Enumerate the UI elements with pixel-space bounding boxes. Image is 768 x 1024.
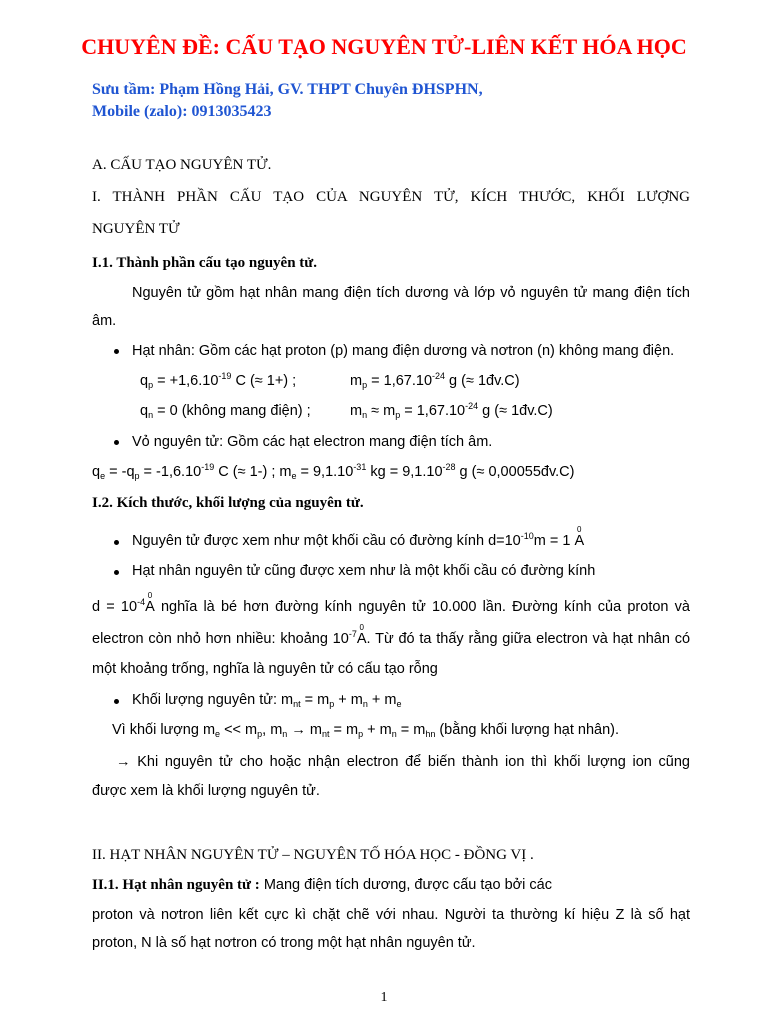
proton-charge	[140, 371, 297, 390]
subscript: p	[329, 699, 335, 709]
bullet-marker	[114, 699, 119, 704]
formula-text: Vì khối lượng m	[112, 722, 216, 738]
paragraph-6-line2: được xem là khối lượng nguyên tử.	[92, 783, 320, 799]
formula-text: g (≈ 1đv.C)	[478, 403, 553, 419]
subscript: p	[134, 471, 140, 481]
formula-text: nghĩa là bé hơn đường kính nguyên tử 10.000 lần. Đường kính của proton và	[154, 599, 691, 615]
formula-text: = 1,67.10	[400, 403, 466, 419]
paragraph-5	[112, 723, 619, 738]
formula-text: = +1,6.10	[153, 373, 219, 389]
angstrom-symbol	[356, 623, 367, 647]
formula-text: electron còn nhỏ hơn nhiều: khoảng 10	[92, 631, 349, 647]
formula-text: = 9,1.10	[296, 464, 354, 480]
paragraph-1-line1: Nguyên tử gồm hạt nhân mang điện tích dương và lớp vỏ nguyên tử mang điện tích	[132, 285, 690, 301]
subscript: p	[257, 729, 263, 739]
angstrom-symbol	[574, 525, 585, 549]
formula-text: d = 10	[92, 599, 138, 615]
angstrom-ring: 0	[359, 623, 364, 632]
electron-formula	[92, 462, 575, 481]
subscript: p	[362, 380, 368, 390]
mobile-line: Mobile (zalo): 0913035423	[92, 103, 272, 120]
subheading-i2: I.2. Kích thước, khối lượng của nguyên tử.	[92, 495, 364, 511]
formula-text: m	[350, 373, 363, 389]
subscript: n	[391, 729, 397, 739]
angstrom-letter: A	[356, 631, 367, 647]
formula-text: , m	[262, 722, 283, 738]
formula-text: = -q	[105, 464, 135, 480]
subscript: e	[396, 699, 402, 709]
paragraph-7-line1: proton và nơtron liên kết cực kì chặt chẽ với nhau. Người ta thường kí hiệu Z là số hạt	[92, 907, 690, 923]
formula-text: + m	[367, 692, 397, 708]
superscript: -4	[137, 597, 146, 607]
formula-text: m = 1	[533, 533, 575, 549]
bullet-shell: Vỏ nguyên tử: Gồm các hạt electron mang điện tích âm.	[132, 434, 493, 450]
angstrom-letter: A	[574, 533, 585, 549]
superscript: -19	[218, 371, 232, 381]
superscript: -24	[432, 371, 446, 381]
formula-text: q	[140, 403, 149, 419]
angstrom-symbol	[145, 591, 155, 615]
formula-text: Khối lượng nguyên tử: m	[132, 692, 294, 708]
paragraph-4: một khoảng trống, nghĩa là nguyên tử có cấu tạo rỗng	[92, 661, 438, 677]
formula-text: = m	[329, 722, 359, 738]
formula-text: = m	[396, 722, 426, 738]
paragraph-2	[92, 591, 691, 615]
subscript: n	[282, 729, 288, 739]
formula-text: = 0 (không mang điện) ;	[153, 403, 311, 419]
formula-text: (bằng khối lượng hạt nhân).	[435, 722, 619, 738]
subheading-ii1-label: II.1. Hạt nhân nguyên tử :	[92, 877, 260, 893]
superscript: -28	[442, 462, 456, 472]
superscript: -31	[353, 462, 367, 472]
paragraph-3	[92, 623, 691, 647]
neutron-mass	[350, 401, 553, 420]
formula-text: + m	[334, 692, 363, 708]
bullet-atom-mass	[132, 693, 402, 708]
paragraph-1-line2: âm.	[92, 313, 117, 329]
bullet-marker	[114, 440, 119, 445]
formula-text: + m	[363, 722, 392, 738]
subscript: n	[362, 699, 368, 709]
formula-text: << m	[220, 722, 258, 738]
subscript: e	[291, 471, 297, 481]
paragraph-6-line1: → Khi nguyên tử cho hoặc nhận electron để biến thành ion thì khối lượng ion cũng	[116, 754, 690, 770]
subscript: n	[148, 410, 154, 420]
formula-text: kg = 9,1.10	[366, 464, 443, 480]
formula-text: C (≈ 1+) ;	[231, 373, 297, 389]
subscript: nt	[321, 729, 330, 739]
superscript: -7	[348, 629, 357, 639]
bullet-atom-size	[132, 525, 585, 549]
subscript: nt	[293, 699, 301, 709]
formula-text: = m	[300, 692, 330, 708]
bullet-marker	[114, 349, 119, 354]
angstrom-ring: 0	[147, 591, 153, 600]
superscript: -10	[520, 531, 534, 541]
author-line: Sưu tầm: Phạm Hồng Hải, GV. THPT Chuyên ĐHSPHN,	[92, 81, 483, 98]
subscript: p	[148, 380, 154, 390]
formula-text: C (≈ 1-) ; m	[214, 464, 292, 480]
subheading-ii1	[92, 878, 552, 893]
section-ii-heading: II. HẠT NHÂN NGUYÊN TỬ – NGUYÊN TỐ HÓA HỌC - ĐỒNG VỊ .	[92, 847, 534, 863]
subscript: hn	[425, 729, 436, 739]
formula-text: ≈ m	[367, 403, 396, 419]
superscript: -24	[465, 401, 479, 411]
subscript: n	[362, 410, 368, 420]
formula-text: = -1,6.10	[139, 464, 202, 480]
angstrom-ring: 0	[577, 525, 582, 534]
formula-text: . Từ đó ta thấy rằng giữa electron và hạt nhân có	[366, 631, 691, 647]
proton-mass	[350, 371, 520, 390]
formula-text: Nguyên tử được xem như một khối cầu có đường kính d=10	[132, 533, 521, 549]
formula-text: = 1,67.10	[367, 373, 433, 389]
paragraph-7-line2: proton, N là số hạt nơtron có trong một hạt nhân nguyên tử.	[92, 935, 476, 951]
bullet-nucleus: Hạt nhân: Gồm các hạt proton (p) mang điện dương và nơtron (n) không mang điện.	[132, 343, 675, 359]
superscript: -19	[201, 462, 215, 472]
bullet-marker	[114, 570, 119, 575]
formula-text: q	[92, 464, 101, 480]
page-number: 1	[380, 990, 388, 1005]
formula-text: g (≈ 0,00055đv.C)	[455, 464, 575, 480]
section-i-heading-line2: NGUYÊN TỬ	[92, 221, 180, 237]
neutron-charge	[140, 404, 311, 419]
subscript: e	[100, 471, 106, 481]
bullet-marker	[114, 540, 119, 545]
subheading-i1: I.1. Thành phần cấu tạo nguyên tử.	[92, 255, 318, 271]
formula-text: m	[350, 403, 363, 419]
formula-text: → m	[287, 722, 322, 738]
angstrom-letter: A	[145, 599, 155, 615]
bullet-nucleus-size: Hạt nhân nguyên tử cũng được xem như là một khối cầu có đường kính	[132, 563, 596, 579]
formula-text: g (≈ 1đv.C)	[445, 373, 520, 389]
subscript: e	[215, 729, 221, 739]
subscript: p	[358, 729, 364, 739]
section-i-heading-line1: I. THÀNH PHẦN CẤU TẠO CỦA NGUYÊN TỬ, KÍCH THƯỚC, KHỐI LƯỢNG	[92, 189, 690, 205]
document-title: CHUYÊN ĐỀ: CẤU TẠO NGUYÊN TỬ-LIÊN KẾT HÓA HỌC	[81, 34, 687, 59]
section-a-heading: A. CẤU TẠO NGUYÊN TỬ.	[92, 157, 272, 173]
formula-text: q	[140, 373, 149, 389]
subscript: p	[395, 410, 401, 420]
subheading-ii1-text: Mang điện tích dương, được cấu tạo bởi các	[259, 877, 552, 893]
